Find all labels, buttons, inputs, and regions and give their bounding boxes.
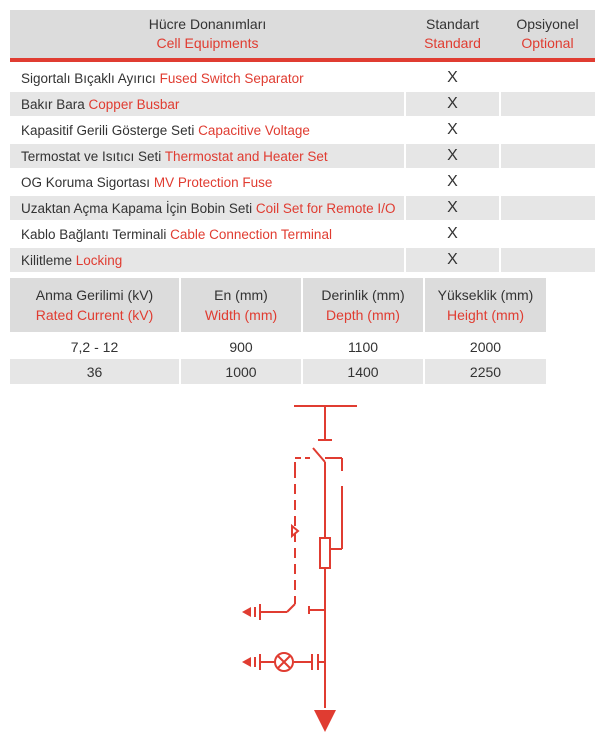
- equipment-label: [10, 221, 405, 247]
- equipment-name-tr: Kilitleme: [21, 252, 73, 268]
- equipment-table: [10, 10, 595, 274]
- equipment-name-tr: Sigortalı Bıçaklı Ayırıcı: [21, 70, 156, 86]
- header-rated-tr: Anma Gerilimi (kV): [35, 287, 154, 303]
- header-equipments-en: Cell Equipments: [156, 35, 259, 51]
- single-line-diagram: [230, 396, 370, 738]
- header-depth-tr: Derinlik (mm): [321, 287, 405, 303]
- optional-mark: [500, 169, 595, 195]
- dimension-table-header: [10, 278, 546, 332]
- optional-mark: [500, 66, 595, 91]
- header-optional-en: Optional: [521, 35, 574, 51]
- header-rated-en: Rated Current (kV): [35, 307, 154, 323]
- depth-value: 1400: [302, 359, 424, 384]
- equipment-name-en: Locking: [75, 252, 123, 268]
- optional-mark: [500, 221, 595, 247]
- table-row: [10, 143, 595, 169]
- table-row: [10, 221, 595, 247]
- standard-mark: X: [405, 169, 500, 195]
- equipment-name-en: Copper Busbar: [88, 96, 180, 112]
- height-value: 2250: [424, 359, 546, 384]
- header-height-tr: Yükseklik (mm): [437, 287, 534, 303]
- equipment-name-tr: Bakır Bara: [21, 96, 85, 112]
- header-cell-standard: [405, 10, 500, 60]
- equipment-name-en: Cable Connection Terminal: [170, 226, 332, 242]
- cable-outlet-arrow-icon: [314, 710, 336, 732]
- fuse-icon: [320, 538, 330, 568]
- rated-value: 7,2 - 12: [70, 338, 119, 355]
- width-value: 900: [180, 334, 302, 359]
- equipment-name-tr: Kablo Bağlantı Terminali: [21, 226, 167, 242]
- lamp-earth-arrow-icon: [242, 657, 251, 667]
- equipment-label: [10, 117, 405, 143]
- equipment-name-en: Coil Set for Remote I/O: [255, 200, 396, 216]
- header-height-en: Height (mm): [446, 307, 524, 323]
- equipment-table-header: [10, 10, 595, 60]
- standard-mark: X: [405, 91, 500, 117]
- dimension-table: [10, 278, 546, 384]
- standard-mark: X: [405, 117, 500, 143]
- equipment-label: [10, 143, 405, 169]
- standard-mark: X: [405, 143, 500, 169]
- standard-mark: X: [405, 195, 500, 221]
- header-width-en: Width (mm): [204, 307, 278, 323]
- table-row: [10, 66, 595, 91]
- header-width-tr: En (mm): [214, 287, 268, 303]
- header-cell-rated: [10, 278, 180, 332]
- arrow-indicator-icon: [292, 526, 298, 536]
- optional-mark: [500, 247, 595, 273]
- standard-mark: X: [405, 66, 500, 91]
- equipment-name-tr: Uzaktan Açma Kapama İçin Bobin Seti: [21, 200, 253, 216]
- equipment-name-en: Fused Switch Separator: [159, 70, 304, 86]
- equipment-label: [10, 91, 405, 117]
- header-cell-depth: [302, 278, 424, 332]
- table-row: [10, 169, 595, 195]
- header-equipments-tr: Hücre Donanımları: [148, 16, 267, 32]
- header-optional-tr: Opsiyonel: [516, 16, 579, 32]
- header-standard-en: Standard: [424, 35, 481, 51]
- table-row: [10, 334, 546, 359]
- depth-value: 1100: [302, 334, 424, 359]
- table-row: [10, 117, 595, 143]
- header-cell-height: [424, 278, 546, 332]
- equipment-name-en: MV Protection Fuse: [153, 174, 273, 190]
- equipment-name-en: Capacitive Voltage: [198, 122, 310, 138]
- equipment-label: [10, 169, 405, 195]
- equipment-name-tr: OG Koruma Sigortası: [21, 174, 151, 190]
- header-standard-tr: Standart: [426, 16, 479, 32]
- table-row: [10, 359, 546, 384]
- optional-mark: [500, 91, 595, 117]
- earth-arrow-icon: [242, 607, 251, 617]
- equipment-label: [10, 247, 405, 273]
- equipment-label: [10, 66, 405, 91]
- optional-mark: [500, 195, 595, 221]
- optional-mark: [500, 143, 595, 169]
- table-row: [10, 195, 595, 221]
- equipment-label: [10, 195, 405, 221]
- optional-mark: [500, 117, 595, 143]
- table-row: [10, 247, 595, 273]
- header-cell-width: [180, 278, 302, 332]
- width-value: 1000: [180, 359, 302, 384]
- header-cell-optional: [500, 10, 595, 60]
- mechanical-link-top: [295, 458, 310, 468]
- earthing-blade: [287, 604, 295, 612]
- standard-mark: X: [405, 247, 500, 273]
- equipment-name-tr: Kapasitif Gerili Gösterge Seti: [21, 122, 195, 138]
- height-value: 2000: [424, 334, 546, 359]
- standard-mark: X: [405, 221, 500, 247]
- switch-blade: [313, 448, 325, 462]
- equipment-name-en: Thermostat and Heater Set: [164, 148, 328, 164]
- equipment-name-tr: Termostat ve Isıtıcı Seti: [21, 148, 162, 164]
- rated-value: 36: [10, 359, 180, 384]
- header-depth-en: Depth (mm): [326, 307, 400, 323]
- table-row: [10, 91, 595, 117]
- header-cell-equipments: [10, 10, 405, 60]
